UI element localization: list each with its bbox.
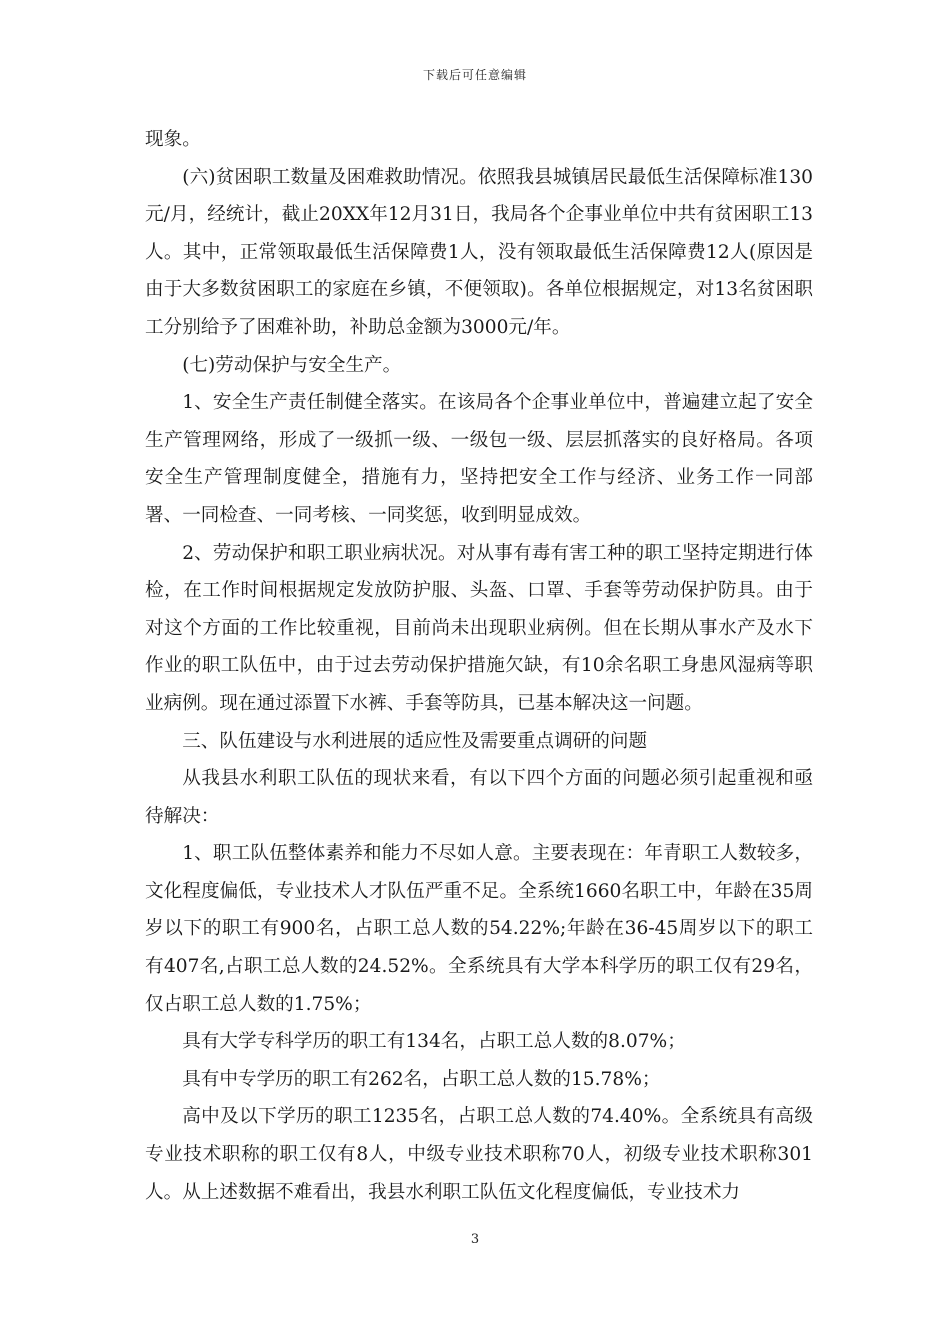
page-number: 3 <box>470 1232 480 1247</box>
paragraph-continuation: 现象。 <box>145 129 201 150</box>
paragraph-safety-responsibility: 1、安全生产责任制健全落实。在该局各个企事业单位中，普遍建立起了安全生产管理网络，形成了一级抓一级、一级包一级、层层抓落实的良好格局。各项安全生产管理制度健全，措施有力，坚持把安全工作与经济、业务工作一同部署、一同检查、一同考核、一同奖惩，收到明显成效。 <box>145 392 813 526</box>
section-heading-team-building: 三、队伍建设与水利进展的适应性及需要重点调研的问题 <box>182 730 648 752</box>
document-body <box>145 121 813 1211</box>
paragraph-college-degree: 具有大学专科学历的职工有134名，占职工总人数的8.07%； <box>182 1031 686 1053</box>
paragraph-technical-school: 具有中专学历的职工有262名，占职工总人数的15.78%； <box>182 1068 661 1090</box>
paragraph-four-issues-intro: 从我县水利职工队伍的现状来看，有以下四个方面的问题必须引起重视和亟待解决： <box>145 768 813 827</box>
paragraph-workforce-quality: 1、职工队伍整体素养和能力不尽如人意。主要表现在：年青职工人数较多，文化程度偏低，专业技术人才队伍严重不足。全系统1660名职工中，年龄在35周岁以下的职工有900名，占职工总人数的54.22%;年龄在36-45周岁以下的职工有407名,占职工总人数的24.52%。全系统具有大学本科学历的职工仅有29名，仅占职工总人数的1.75%； <box>145 843 813 1015</box>
section-heading-labor-safety: (七)劳动保护与安全生产。 <box>182 354 402 376</box>
paragraph-high-school-and-titles: 高中及以下学历的职工1235名，占职工总人数的74.40%。全系统具有高级专业技术职称的职工仅有8人，中级专业技术职称70人，初级专业技术职称301人。从上述数据不难看出，我县水利职工队伍文化程度偏低，专业技术力 <box>145 1106 813 1203</box>
paragraph-occupational-disease: 2、劳动保护和职工职业病状况。对从事有毒有害工种的职工坚持定期进行体检，在工作时间根据规定发放防护服、头盔、口罩、手套等劳动保护防具。由于对这个方面的工作比较重视，目前尚未出现职业病例。但在长期从事水产及水下作业的职工队伍中，由于过去劳动保护措施欠缺，有10余名职工身患风湿病等职业病例。现在通过添置下水裤、手套等防具，已基本解决这一问题。 <box>145 542 813 714</box>
paragraph-poverty-assistance: (六)贫困职工数量及困难救助情况。依照我县城镇居民最低生活保障标准130元/月，经统计，截止20XX年12月31日，我局各个企事业单位中共有贫困职工13人。其中，正常领取最低生活保障费1人，没有领取最低生活保障费12人(原因是由于大多数贫困职工的家庭在乡镇，不便领取)。各单位根据规定，对13名贫困职工分别给予了困难补助，补助总金额为3000元/年。 <box>145 166 813 338</box>
page-header: 下载后可任意编辑 <box>422 68 527 82</box>
